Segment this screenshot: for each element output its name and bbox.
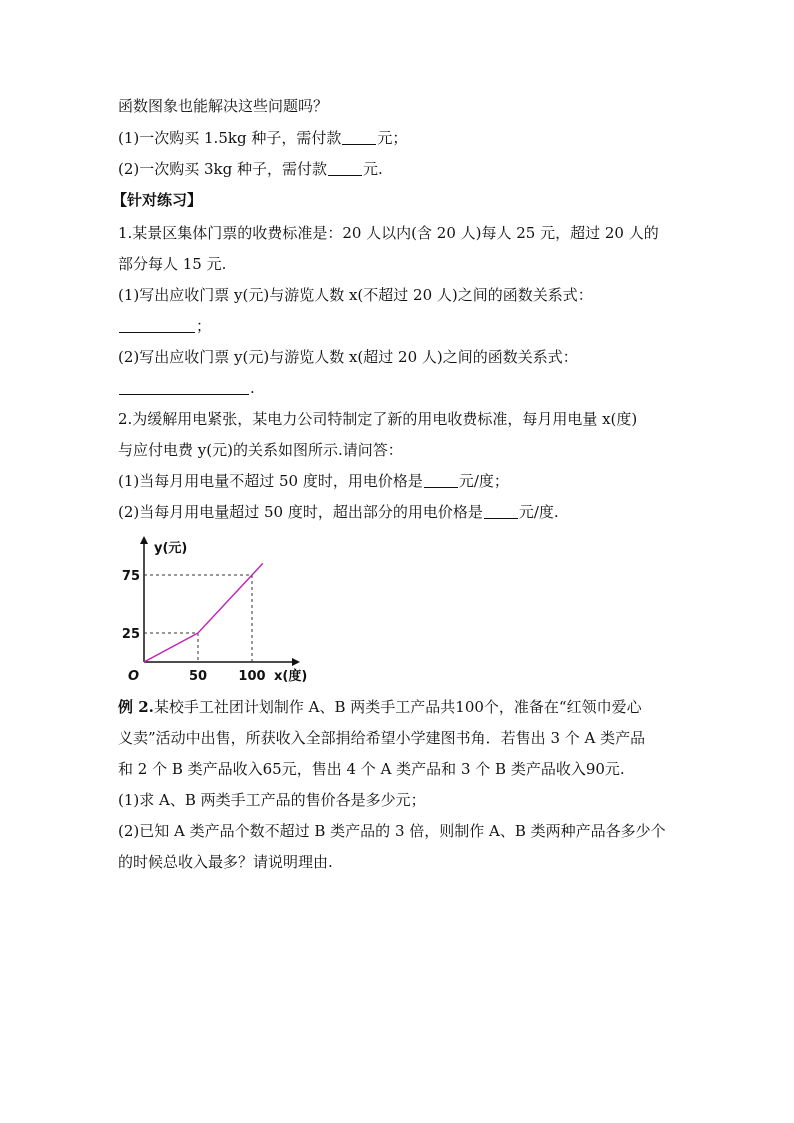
answer-blank[interactable] [328,160,362,176]
problem-2-line-1: 2.为缓解用电紧张，某电力公司特制定了新的用电收费标准，每月用电量 x(度) [118,410,638,428]
problem-1-line-2: 部分每人 15 元. [118,255,227,273]
series-line [144,563,263,662]
y-tick-label: 75 [121,569,140,584]
problem-2-line-2: 与应付电费 y(元)的关系如图所示.请问答： [118,441,403,459]
example-2-line-1 [118,697,642,717]
x-tick-label: 100 [238,669,266,684]
section-title: 【针对练习】 [112,191,203,209]
answer-blank[interactable] [119,317,195,333]
problem-1-question-1: (1)写出应收门票 y(元)与游览人数 x(不超过 20 人)之间的函数关系式： [118,286,593,304]
problem-2-question-1-text: (1)当每月用电量不超过 50 度时，用电价格是 [118,472,423,490]
answer-blank[interactable] [424,472,458,488]
unit: 元/度. [518,503,559,521]
example-2-question-1: (1)求 A、B 两类手工产品的售价各是多少元； [118,791,426,809]
example-2-question-2-line-2: 的时候总收入最多？请说明理由. [118,853,333,871]
answer-blank[interactable] [119,379,249,395]
problem-2-question-2 [118,502,559,522]
x-tick-label: 50 [188,669,208,684]
problem-2-question-1 [118,471,509,491]
punctuation: ； [196,317,212,335]
question-2 [118,159,383,179]
question-2-text: (2)一次购买 3kg 种子，需付款 [118,160,328,178]
problem-1-answer-1 [118,316,211,336]
answer-blank[interactable] [342,129,376,145]
intro-question: 函数图象也能解决这些问题吗？ [118,97,329,115]
question-1 [118,128,407,148]
problem-1-question-2: (2)写出应收门票 y(元)与游览人数 x(超过 20 人)之间的函数关系式： [118,348,578,366]
origin-label: O [128,669,140,684]
problem-1-answer-2 [118,378,255,398]
problem-1-line-1: 1.某景区集体门票的收费标准是：20 人以内(含 20 人)每人 25 元，超过 20 人的 [118,224,659,242]
y-axis-label: y(元) [154,541,188,556]
y-tick-label: 25 [121,627,140,642]
question-2-unit: 元. [363,160,383,178]
problem-2-question-2-text: (2)当每月用电量超过 50 度时，超出部分的用电价格是 [118,503,483,521]
example-2-line-3: 和 2 个 B 类产品收入65元，售出 4 个 A 类产品和 3 个 B 类产品收入90元. [118,760,625,778]
dashed-guides [144,575,252,662]
punctuation: . [250,379,255,397]
example-2-question-2-line-1: (2)已知 A 类产品个数不超过 B 类产品的 3 倍，则制作 A、B 类两种产品各多少个 [118,822,666,840]
question-1-text: (1)一次购买 1.5kg 种子，需付款 [118,129,342,147]
example-2-line-2: 义卖”活动中出售，所获收入全部捐给希望小学建图书角．若售出 3 个 A 类产品 [118,729,646,747]
unit: 元/度； [458,472,509,490]
x-axis-label: x(度) [274,669,308,684]
example-2-text: 某校手工社团计划制作 A、B 两类手工产品共100个，准备在“红领巾爱心 [153,698,642,716]
answer-blank[interactable] [484,503,518,519]
example-2-label: 例 2. [118,698,154,716]
question-1-unit: 元； [377,129,408,147]
electricity-fee-chart [118,534,308,688]
